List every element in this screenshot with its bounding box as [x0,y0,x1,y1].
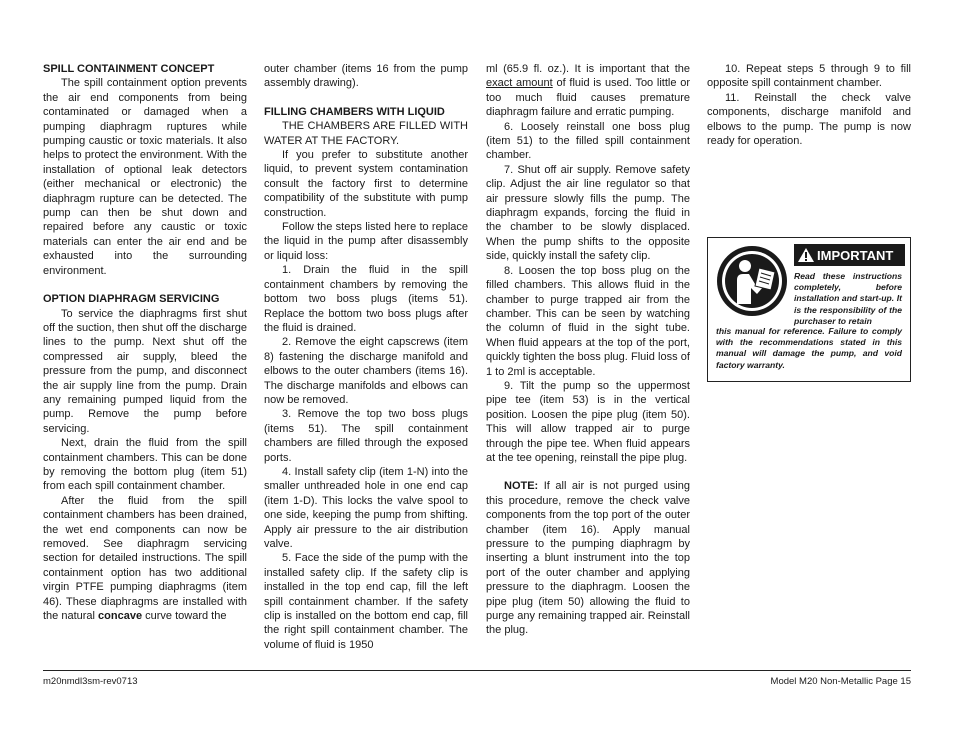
paragraph: To service the diaphragms first shut off the suction, then shut off the discharge lines to the pump. Next shut off the compressed air supply, bleed the pressure from the pump, and disconnect the air supply line from the pump. Drain any remaining pumped liquid from the pump. Remove the pump before servicing. [43,307,247,435]
paragraph: The spill containment option prevents the air end components from being contaminated or damaged when a pumping diaphragm ruptures while pumping caustic or toxic materials. It also helps to protect the environment. With the installation of optional leak detectors (either mechanical or electronic) the diaphragm rupture can be detected. The pump can then be shut down and repaired before any caustic or toxic materials can enter the air end and be exhausted into the surrounding environment. [43,77,247,277]
step-4: 4. Install safety clip (item 1-N) into the smaller unthreaded hole in one end cap (item 1-D). This locks the valve spool to one side, keeping the pump from shifting. Apply air pressure to the air distribution valve. [264,465,468,550]
underlined-text: exact amount [486,77,553,90]
footer-page-label: Model M20 Non-Metallic Page 15 [770,676,911,687]
text-run: of fluid is used. Too little or too much fluid causes premature diaphragm failure and erratic pumping. [486,77,690,119]
step-9: 9. Tilt the pump so the uppermost pipe tee (item 53) is in the vertical position. Loosen the pipe plug (item 50). This will allow trapped air to purge through the pipe tee. When fluid appears at the tee opening, reinstall the pipe plug. [486,379,690,464]
paragraph [486,62,690,120]
step-2: 2. Remove the eight capscrews (item 8) fastening the discharge manifold and elbows to the outer chambers (items 16). The discharge manifolds and elbows can now be removed. [264,336,468,406]
step-10: 10. Repeat steps 5 through 9 to fill opposite spill containment chamber. [707,63,911,90]
step-3: 3. Remove the top two boss plugs (items 51). The spill containment chambers are filled through the exposed ports. [264,408,468,464]
column-4 [707,62,911,148]
step-1: 1. Drain the fluid in the spill containment chambers by removing the bottom two boss plugs (items 51). Replace the bottom two boss plugs after the fluid is drained. [264,264,468,334]
text-run: If all air is not purged using this procedure, remove the check valve components from the top port of the outer chamber (item 16). Apply manual pressure to the pumping diaphragm by inserting a blunt instrument into the top port of the outer chamber and applying pressure to the diaphragm. Loosen the pipe plug (item 50) allowing the fluid to purge any remaining trapped air. Reinstall the plug. [486,480,690,637]
column-3 [486,62,690,638]
text-run: ml (65.9 fl. oz.). It is important that the [486,63,690,75]
text-run: curve toward the [142,610,227,623]
column-1 [43,62,247,623]
section-heading-diaphragm-servicing: OPTION DIAPHRAGM SERVICING [43,293,220,306]
paragraph: Follow the steps listed here to replace the liquid in the pump after disassembly or liquid loss: [264,221,468,262]
important-notice-box [707,237,911,382]
paragraph: outer chamber (items 16 from the pump assembly drawing). [264,63,468,90]
step-8: 8. Loosen the top boss plug on the filled chambers. This allows fluid in the chamber to purge trapped air from the chamber. This can be seen by watching the column of fluid in the sight tube. When fluid appears at the top of the port, quickly tighten the boss plug. Fluid loss of 1 to 2ml is acceptable. [486,264,690,378]
important-text: this manual for reference. Failure to comply with the recommendations stated in this manual will damage the pump, and void factory warranty. [716,326,902,370]
important-title: IMPORTANT [817,247,894,263]
footer-rule [43,670,911,671]
read-manual-icon [715,244,789,323]
step-6: 6. Loosely reinstall one boss plug (item 51) to the filled spill containment chamber. [486,120,690,162]
section-heading-filling-chambers: FILLING CHAMBERS WITH LIQUID [264,105,445,118]
important-text: Read these instructions completely, before installation and start-up. It is the responsibility of the purchaser to retain [794,271,902,326]
section-heading-spill-containment: SPILL CONTAINMENT CONCEPT [43,63,215,75]
footer-doc-code: m20nmdl3sm-rev0713 [43,676,138,687]
note-paragraph [486,479,690,637]
step-7: 7. Shut off air supply. Remove safety clip. Adjust the air line regulator so that air pressure slowly fills the pump. The diaphragm expands, forcing the fluid in the chamber to be slowly displaced. When the pump shifts to the opposite side, quickly install the safety clip. [486,163,690,263]
step-5: 5. Face the side of the pump with the installed safety clip. If the safety clip is installed in the top end cap, fill the left spill containment chamber. If the safety clip is installed on the bottom end cap, fill the right spill containment chamber. The volume of fluid is 1950 [264,552,468,651]
step-11: 11. Reinstall the check valve components, discharge manifold and elbows to the pump. The pump is now ready for operation. [707,91,911,148]
paragraph [43,494,247,624]
text-run: After the fluid from the spill containment chambers has been drained, the wet end components can now be removed. See diaphragm servicing section for detailed instructions. The spill containment option has two additional virgin PTFE pumping diaphragms (item 46). These diaphragms are installed with the natural [43,494,247,623]
column-2 [264,62,468,652]
paragraph: If you prefer to substitute another liquid, to prevent system contamination consult the factory first to determine compatibility of the substitute with pump construction. [264,149,468,219]
warning-icon [798,248,814,262]
paragraph: THE CHAMBERS ARE FILLED WITH WATER AT THE FACTORY. [264,120,468,147]
important-header [794,244,905,266]
paragraph: Next, drain the fluid from the spill containment chambers. This can be done by removing the bottom plug (item 51) from each spill containment chamber. [43,437,247,493]
note-label: NOTE: [504,480,539,493]
bold-text: concave [98,610,143,623]
